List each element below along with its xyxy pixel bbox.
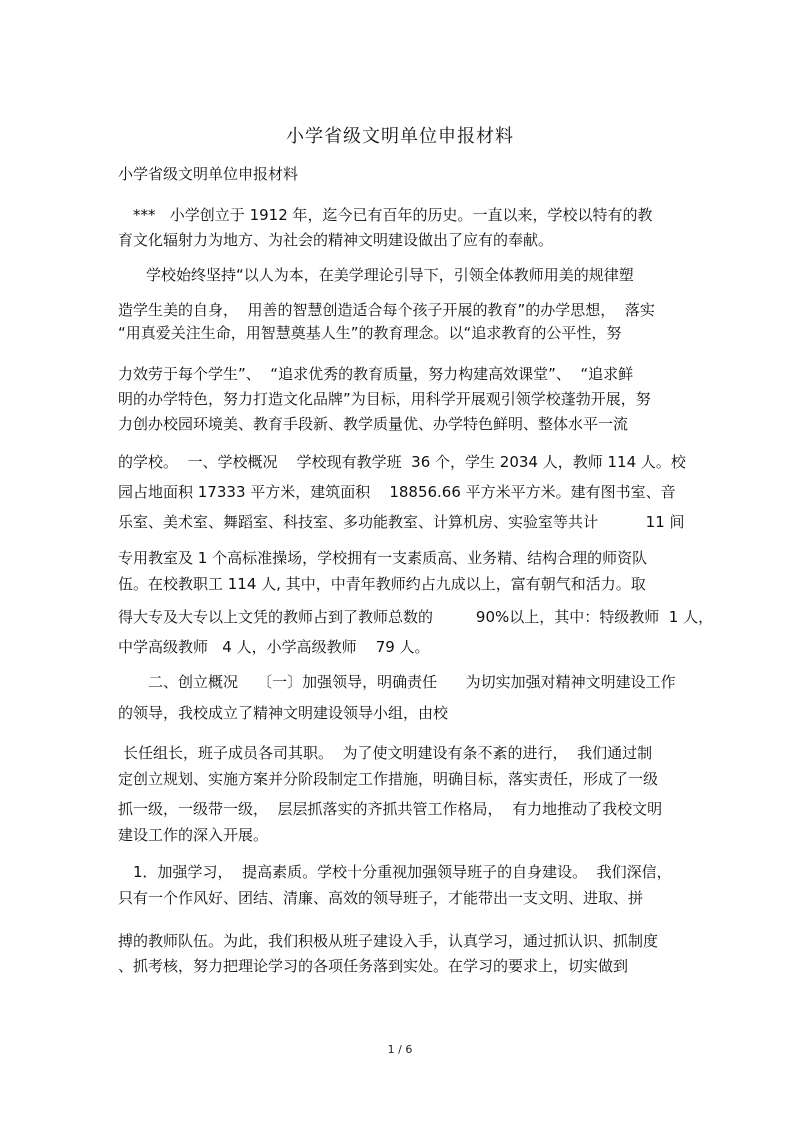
document-title: 小学省级文明单位申报材料 xyxy=(286,126,514,147)
document-subtitle: 小学省级文明单位申报材料 xyxy=(118,165,299,183)
text-line: 伍。在校教职工 114 人, 其中，中青年教师约占九成以上，富有朝气和活力。取 xyxy=(118,575,646,593)
text-line: 的领导，我校成立了精神文明建设领导小组，由校 xyxy=(118,704,449,722)
text-line: 乐室、美术室、舞蹈室、科技室、多功能教室、计算机房、实验室等共计 11 间 xyxy=(118,513,685,531)
text-line: 育文化辐射力为地方、为社会的精神文明建设做出了应有的奉献。 xyxy=(118,231,554,249)
page-number: 1 / 6 xyxy=(387,1043,413,1056)
text-line: *** 小学创立于 1912 年，迄今已有百年的历史。一直以来，学校以特有的教 xyxy=(133,206,653,224)
text-line: 定创立规划、实施方案并分阶段制定工作措施，明确目标，落实责任，形成了一级 xyxy=(118,770,659,788)
text-line: 长任组长，班子成员各司其职。 为了使文明建设有条不紊的进行， 我们通过制 xyxy=(123,744,653,762)
text-line: 建设工作的深入开展。 xyxy=(118,826,269,844)
text-line: 园占地面积 17333 平方米，建筑面积 18856.66 平方米平方米。建有图书室、音 xyxy=(118,483,676,501)
text-line: 1．加强学习， 提高素质。学校十分重视加强领导班子的自身建设。 我们深信， xyxy=(133,863,672,881)
text-line: 力效劳于每个学生”、 “追求优秀的教育质量，努力构建高效课堂”、 “追求鲜 xyxy=(118,365,634,383)
text-line: 中学高级教师 4 人，小学高级教师 79 人。 xyxy=(118,638,430,656)
text-line: 学校始终坚持“以人为本，在美学理论引导下，引领全体教师用美的规律塑 xyxy=(146,266,634,284)
text-line: “用真爱关注生命，用智慧奠基人生”的教育理念。以“追求教育的公平性，努 xyxy=(118,324,622,342)
text-line: 搏的教师队伍。为此，我们积极从班子建设入手，认真学习，通过抓认识、抓制度 xyxy=(118,932,659,950)
text-line: 得大专及大专以上文凭的教师占到了教师总数的 90%以上，其中：特级教师 1 人， xyxy=(118,608,714,626)
text-line: 抓一级，一级带一级， 层层抓落实的齐抓共管工作格局， 有力地推动了我校文明 xyxy=(118,800,663,818)
text-line: 二、创立概况 〔一〕加强领导，明确责任 为切实加强对精神文明建设工作 xyxy=(148,673,676,691)
text-line: 明的办学特色，努力打造文化品牌”为目标，用科学开展观引领学校蓬勃开展，努 xyxy=(118,390,651,408)
text-line: 造学生美的自身， 用善的智慧创造适合每个孩子开展的教育”的办学思想， 落实 xyxy=(118,301,655,319)
text-line: 只有一个作风好、团结、清廉、高效的领导班子，才能带出一支文明、进取、拼 xyxy=(118,889,644,907)
text-line: 、抓考核，努力把理论学习的各项任务落到实处。在学习的要求上，切实做到 xyxy=(118,957,629,975)
text-line: 专用教室及 1 个高标准操场，学校拥有一支素质高、业务精、结构合理的师资队 xyxy=(118,549,648,567)
text-line: 的学校。 一、学校概况 学校现有教学班 36 个，学生 2034 人，教师 114 人。校 xyxy=(118,453,686,471)
text-line: 力创办校园环境美、教育手段新、教学质量优、办学特色鲜明、整体水平一流 xyxy=(118,415,629,433)
